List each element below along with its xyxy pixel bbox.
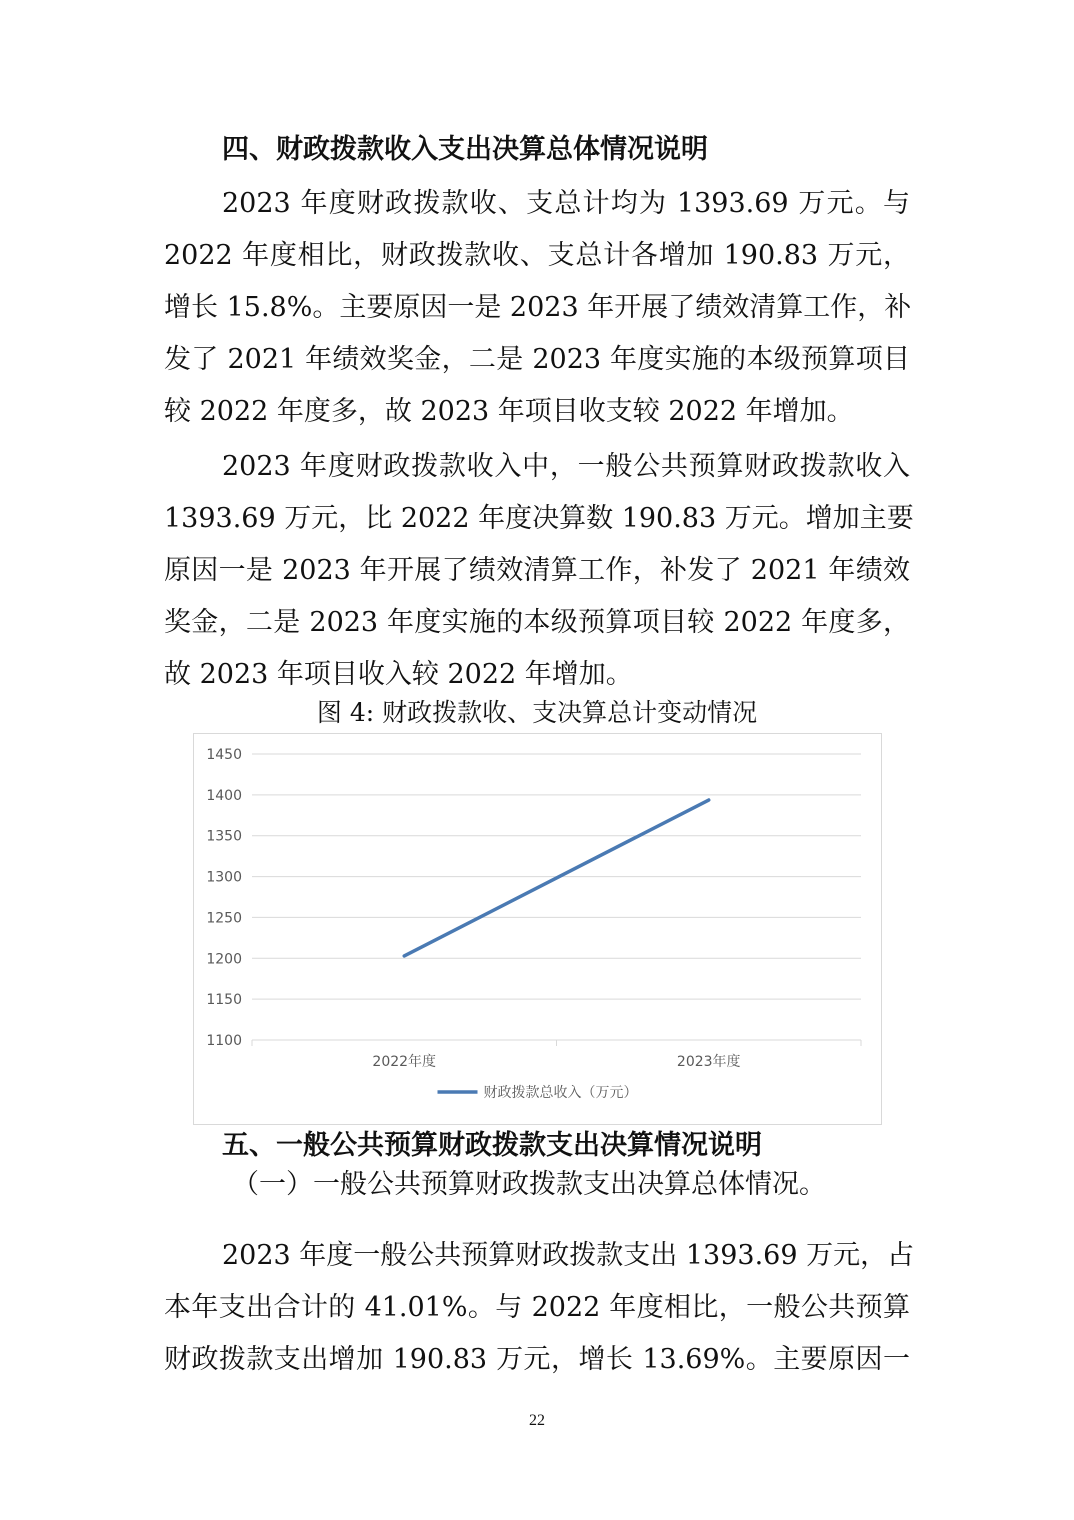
paragraph-line: 故 2023 年项目收入较 2022 年增加。: [164, 659, 633, 690]
page-number: 22: [529, 1412, 545, 1429]
x-tick-label: 2022年度: [372, 1054, 437, 1070]
paragraph-line: 较 2022 年度多，故 2023 年项目收支较 2022 年增加。: [164, 396, 854, 427]
y-tick-label: 1400: [206, 787, 242, 804]
section-5-heading: 五、一般公共预算财政拨款支出决算情况说明: [222, 1130, 762, 1161]
y-tick-label: 1300: [206, 869, 242, 886]
figure-caption: 图 4: 财政拨款收、支决算总计变动情况: [316, 698, 758, 727]
chart-canvas: [194, 734, 881, 1124]
paragraph-line: 发了 2021 年绩效奖金，二是 2023 年度实施的本级预算项目: [164, 344, 910, 375]
y-tick-label: 1200: [206, 951, 242, 968]
series-line: [404, 800, 709, 956]
paragraph-line: 2022 年度相比，财政拨款收、支总计各增加 190.83 万元，: [164, 240, 910, 271]
legend-label: 财政拨款总收入（万元）: [483, 1085, 638, 1101]
paragraph-line: 1393.69 万元，比 2022 年度决算数 190.83 万元。增加主要: [164, 503, 914, 534]
y-tick-label: 1100: [206, 1033, 242, 1049]
paragraph-line: 奖金，二是 2023 年度实施的本级预算项目较 2022 年度多，: [164, 607, 910, 638]
paragraph-line: 财政拨款支出增加 190.83 万元，增长 13.69%。主要原因一: [164, 1344, 910, 1375]
paragraph-line: 原因一是 2023 年开展了绩效清算工作，补发了 2021 年绩效: [164, 555, 910, 586]
paragraph-line: 增长 15.8%。主要原因一是 2023 年开展了绩效清算工作，补: [164, 292, 912, 323]
x-tick-label: 2023年度: [676, 1054, 741, 1070]
y-tick-label: 1350: [206, 828, 242, 845]
y-tick-label: 1250: [206, 910, 242, 927]
paragraph-line: 2023 年度财政拨款收入中，一般公共预算财政拨款收入: [222, 451, 910, 482]
section-4-heading: 四、财政拨款收入支出决算总体情况说明: [222, 134, 708, 165]
y-tick-label: 1150: [206, 992, 242, 1009]
paragraph-line: 2023 年度一般公共预算财政拨款支出 1393.69 万元，占: [222, 1240, 915, 1271]
section-5-subheading: （一）一般公共预算财政拨款支出决算总体情况。: [232, 1169, 826, 1200]
paragraph-line: 2023 年度财政拨款收、支总计均为 1393.69 万元。与: [222, 188, 910, 219]
income-line-chart: [193, 733, 882, 1125]
y-tick-label: 1450: [206, 747, 242, 763]
paragraph-line: 本年支出合计的 41.01%。与 2022 年度相比，一般公共预算: [164, 1292, 910, 1323]
